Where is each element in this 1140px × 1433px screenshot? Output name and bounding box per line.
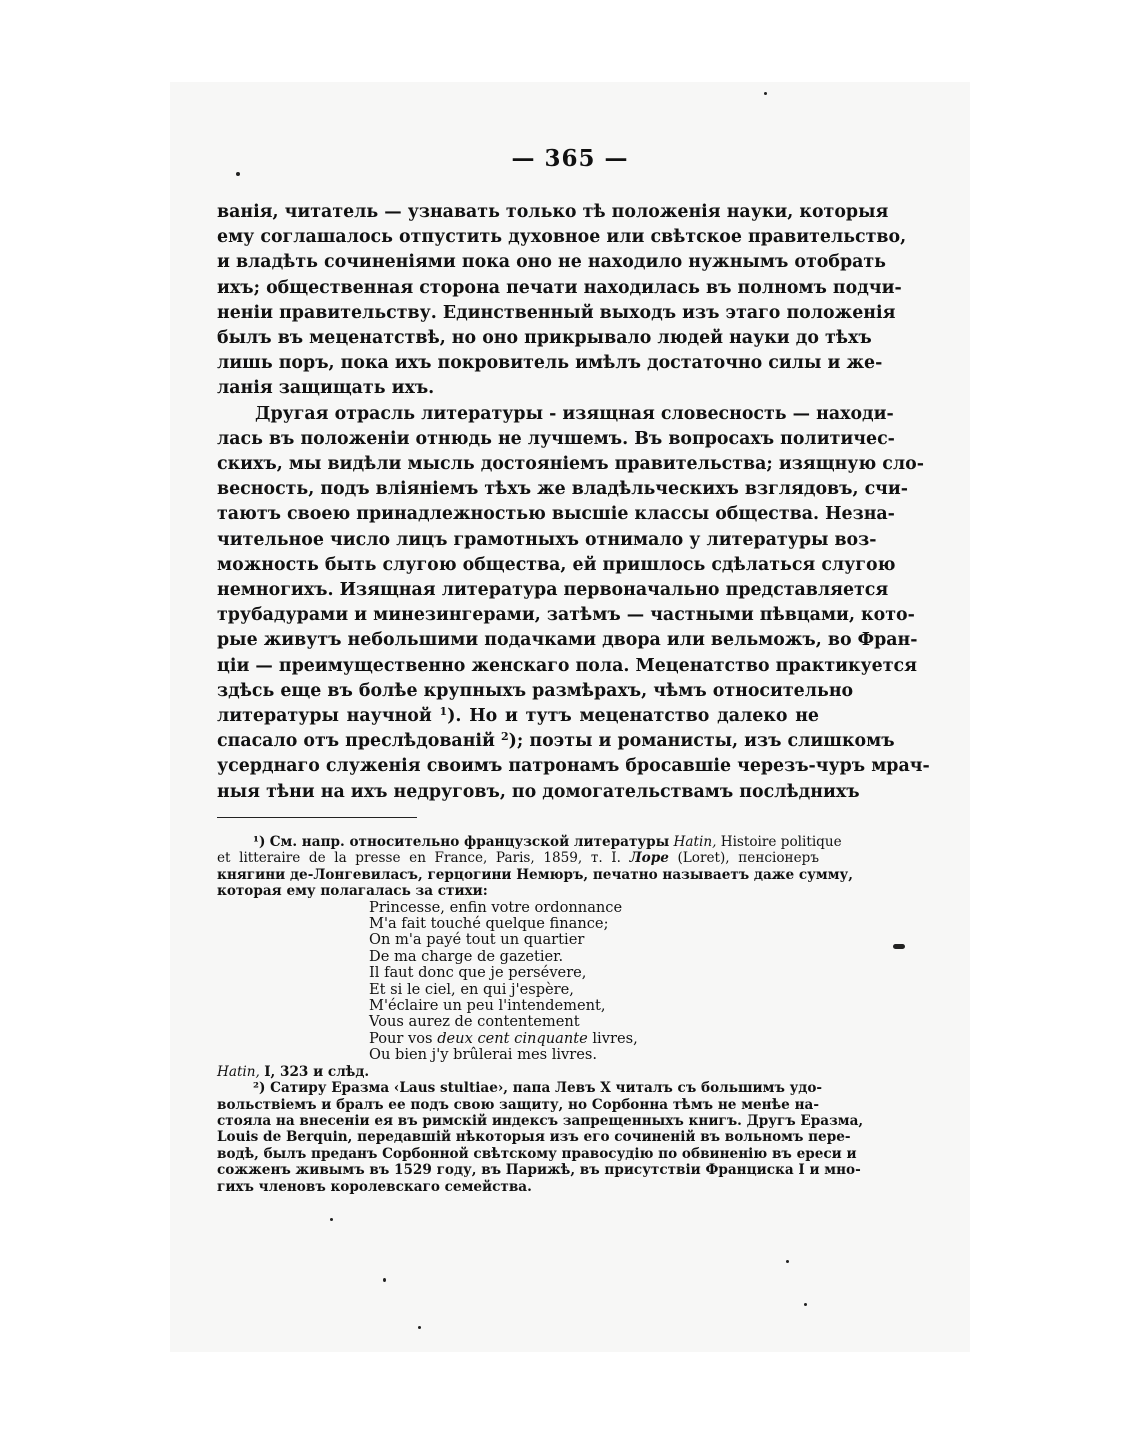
scan-speck xyxy=(786,1260,789,1263)
text-line: ихъ; общественная сторона печати находилась въ полномъ подчи- xyxy=(217,277,902,298)
text-line: чительное число лицъ грамотныхъ отнимало у литературы воз- xyxy=(217,529,877,550)
main-text xyxy=(217,200,930,805)
footnote-1-marker: ¹) xyxy=(253,834,266,850)
text-line: можность быть слугою общества, ей пришлось сдѣлаться слугою xyxy=(217,554,896,575)
text-line: ланія защищать ихъ. xyxy=(217,378,435,399)
text-line-with-footnote-ref: литературы научной $^1$). Но и тутъ меценатство далеко не xyxy=(217,705,820,727)
text-line: и владѣть сочиненіями пока оно не находило нужнымъ отобрать xyxy=(217,252,886,273)
poem-line: Vous aurez de contentement xyxy=(369,1013,580,1031)
text-line: ныя тѣни на ихъ недруговъ, по домогательствамъ послѣднихъ xyxy=(217,781,860,802)
footnote-line: княгини де-Лонгевиласъ, герцогини Немюръ, печатно называетъ даже сумму, xyxy=(217,866,853,883)
text-line: неніи правительству. Единственный выходъ изъ этаго положенія xyxy=(217,302,896,323)
text-line: лась въ положеніи отнюдь не лучшемъ. Въ вопросахъ политичес- xyxy=(217,428,895,449)
footnote-line: водѣ, былъ преданъ Сорбонной свѣтскому правосудію по обвиненію въ ереси и xyxy=(217,1145,857,1162)
scan-speck xyxy=(893,944,905,949)
footnote-ref-2[interactable]: 2 xyxy=(501,730,509,744)
scan-speck xyxy=(383,1278,386,1282)
text-line: весность, подъ вліяніемъ тѣхъ же владѣльческихъ взглядовъ, счи- xyxy=(217,479,909,500)
footnote-2 xyxy=(217,1080,864,1195)
footnote-ref-1[interactable]: 1 xyxy=(439,705,448,719)
footnote-line: Louis de Berquin, передавшій нѣкоторыя изъ его сочиненій въ вольномъ пере- xyxy=(217,1129,851,1146)
footnote-1 xyxy=(217,834,853,1080)
page-number: — 365 — xyxy=(511,145,629,172)
text-line: ему соглашалось отпустить духовное или свѣтское правительство, xyxy=(217,227,907,248)
footnote-line: сожженъ живымъ въ 1529 году, въ Парижѣ, въ присутствіи Франциска I и мно- xyxy=(217,1162,861,1179)
poem-line: Et si le ciel, en qui j'espère, xyxy=(369,980,574,998)
footnote-line: гихъ членовъ королевскаго семейства. xyxy=(217,1178,532,1195)
text-line: таютъ своею принадлежностью высшіе классы общества. Незна- xyxy=(217,504,895,525)
footnote-source: Hatin, I, 323 и слѣд. xyxy=(217,1063,370,1080)
footnote-2-marker: ²) xyxy=(253,1080,266,1097)
poem-line: Princesse, enfin votre ordonnance xyxy=(369,898,623,916)
poem-line: M'éclaire un peu l'intendement, xyxy=(369,997,606,1015)
text-line: рые живутъ небольшими подачками двора или вельможъ, во Фран- xyxy=(217,630,918,651)
text-line: здѣсь еще въ болѣе крупныхъ размѣрахъ, чѣмъ относительно xyxy=(217,680,854,701)
poem-line: On m'a payé tout un quartier xyxy=(369,931,585,949)
footnote-line: стояла на внесеніи ея въ римскій индексъ запрещенныхъ книгъ. Другъ Еразма, xyxy=(217,1112,864,1129)
text-line-with-footnote-ref: спасало отъ преслѣдованій $^2$); поэты и романисты, изъ слишкомъ xyxy=(217,730,895,752)
poem-line: Il faut donc que je persévere, xyxy=(369,964,587,982)
scan-speck xyxy=(330,1218,333,1221)
scan-speck xyxy=(418,1326,421,1329)
text-line: лишь поръ, пока ихъ покровитель имѣлъ достаточно силы и же- xyxy=(217,353,883,374)
footnote-line: ²) Сатиру Еразма ‹Laus stultiae›, папа Левъ X читалъ съ большимъ удо- xyxy=(253,1080,823,1097)
poem-line: Pour vos deux cent cinquante livres, xyxy=(369,1029,638,1047)
footnote-line: которая ему полагалась за стихи: xyxy=(217,883,488,900)
text-line: былъ въ меценатствѣ, но оно прикрывало людей науки до тѣхъ xyxy=(217,328,872,349)
paragraph-start-line: Другая отрасль литературы - изящная словесность — находи- xyxy=(255,403,894,424)
scan-speck xyxy=(764,92,767,95)
text-line: трубадурами и минезингерами, затѣмъ — частными пѣвцами, кото- xyxy=(217,605,915,626)
footnotes xyxy=(217,834,864,1195)
text-line: ціи — преимущественно женскаго пола. Меценатство практикуется xyxy=(217,655,917,676)
scan-speck xyxy=(236,172,240,176)
poem-line: De ma charge de gazetier. xyxy=(369,947,564,965)
footnote-separator xyxy=(217,817,417,818)
text-line: ванія, читатель — узнавать только тѣ положенія науки, которыя xyxy=(217,202,889,222)
footnote-line: et litteraire de la presse en France, Paris, 1859, т. I. Лоре (Loret), пенсіонеръ xyxy=(217,850,819,867)
text-line: скихъ, мы видѣли мысль достояніемъ правительства; изящную сло- xyxy=(217,454,924,475)
poem-line: Ou bien j'y brûlerai mes livres. xyxy=(369,1046,598,1064)
footnote-line: вольствіемъ и бралъ ее подъ свою защиту, но Сорбонна тѣмъ не менѣе на- xyxy=(217,1096,819,1113)
text-line: усерднаго служенія своимъ патронамъ бросавшіе черезъ-чуръ мрач- xyxy=(217,756,930,777)
footnote-line: ¹) См. напр. относительно французской литературы Hatin, Histoire politique xyxy=(253,834,842,850)
text-line: немногихъ. Изящная литература первоначально представляется xyxy=(217,580,889,601)
scan-speck xyxy=(804,1303,807,1306)
poem-line: M'a fait touché quelque finance; xyxy=(369,915,609,933)
quoted-poem xyxy=(217,900,819,1064)
